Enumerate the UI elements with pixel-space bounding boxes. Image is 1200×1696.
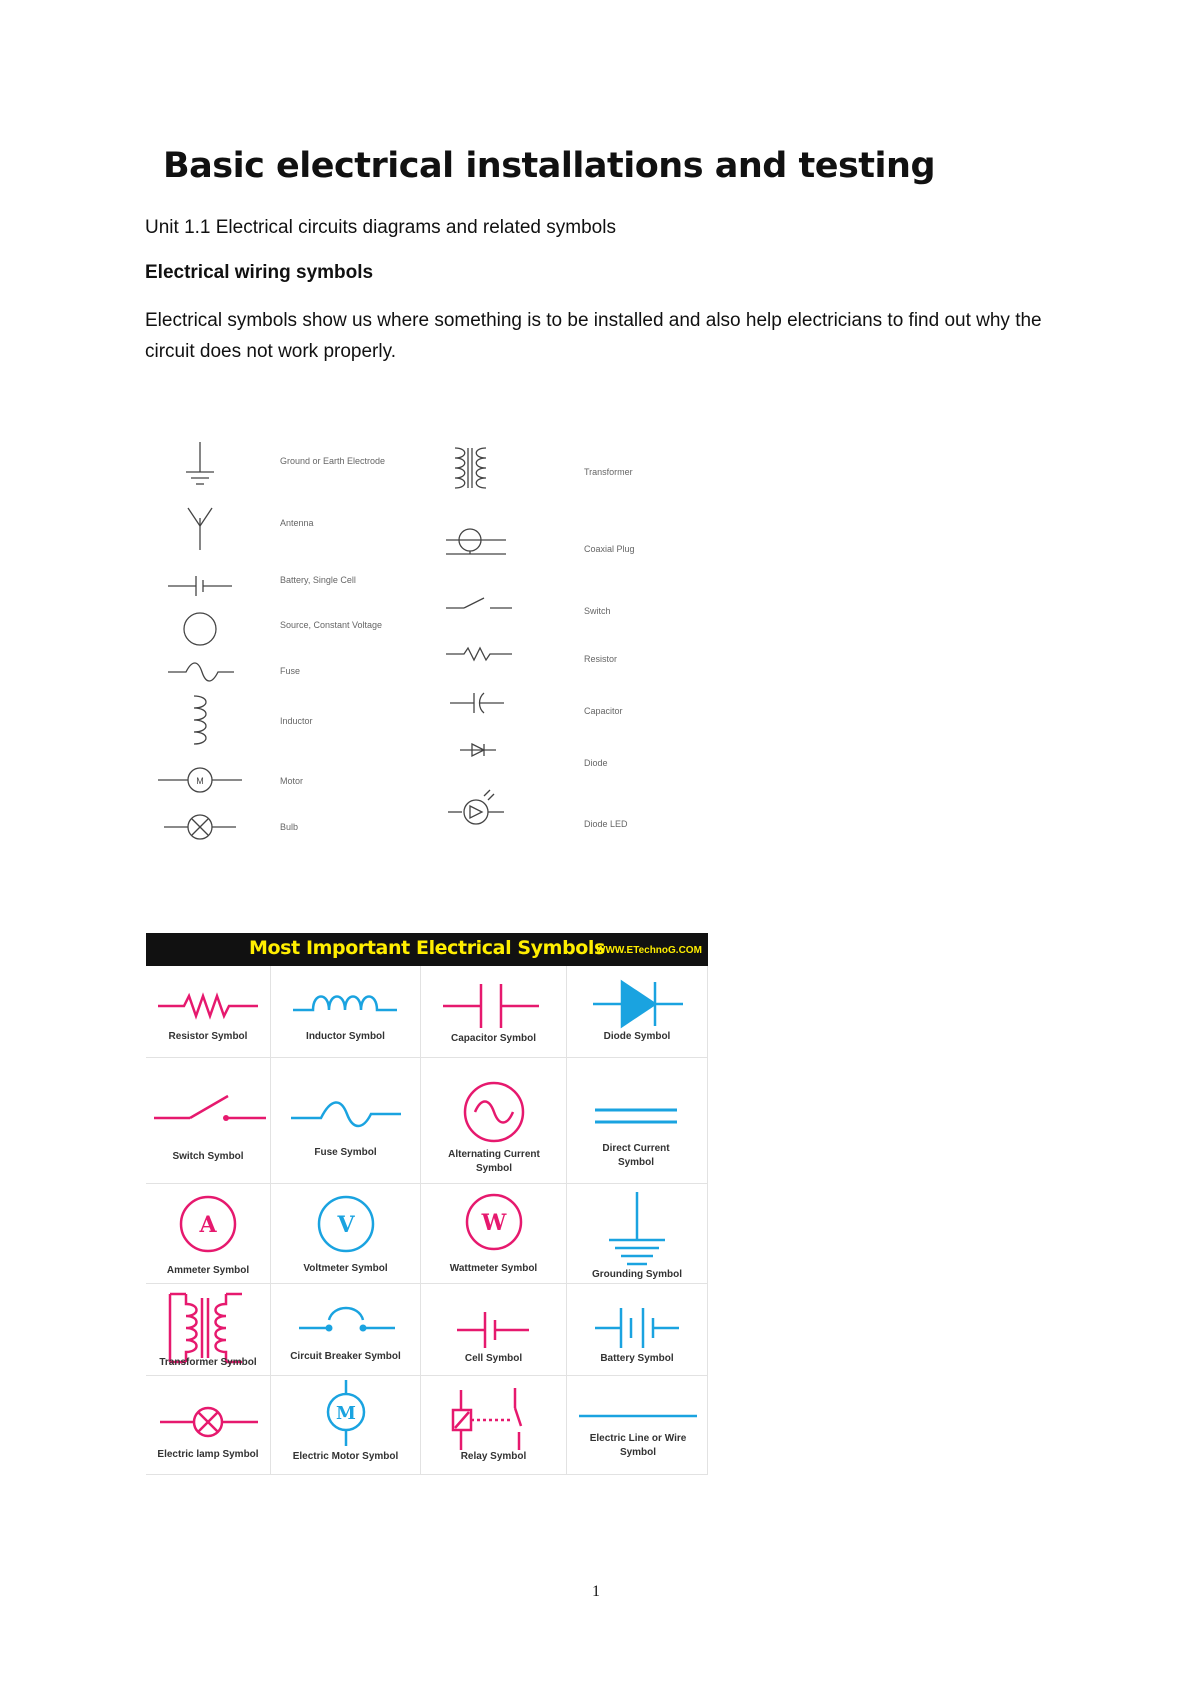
caption-relay: Relay Symbol [460, 1451, 527, 1462]
important-symbols-figure [146, 933, 708, 1495]
caption-voltmeter: Voltmeter Symbol [303, 1263, 388, 1274]
cell-fuse [271, 1058, 421, 1184]
section-subheading: Electrical wiring symbols [145, 262, 374, 283]
symbol-grid [146, 966, 708, 1495]
transformer-symbol [455, 448, 486, 488]
caption-electric-motor: Electric Motor Symbol [292, 1451, 399, 1462]
label-transformer: Transformer [584, 467, 633, 477]
capacitor-symbol [450, 693, 504, 713]
cell-battery [567, 1284, 708, 1376]
caption-diode: Diode Symbol [603, 1031, 671, 1042]
label-diode-led: Diode LED [584, 819, 628, 829]
label-motor: Motor [280, 776, 304, 786]
battery-cell-symbol [168, 576, 232, 596]
caption-resistor: Resistor Symbol [168, 1031, 248, 1042]
label-inductor: Inductor [280, 716, 313, 726]
label-switch: Switch [584, 606, 611, 616]
wiring-symbols-figure [150, 430, 710, 850]
caption-electric-line: Electric Line or Wire Symbol [589, 1433, 687, 1458]
cell-transformer [146, 1284, 271, 1376]
caption-electric-lamp: Electric lamp Symbol [157, 1449, 259, 1460]
caption-alternating-current: Alternating Current Symbol [448, 1149, 540, 1174]
fuse-symbol [168, 663, 234, 681]
cell-relay [421, 1376, 567, 1475]
cell-grounding [567, 1184, 708, 1284]
cell-electric-lamp [146, 1376, 271, 1475]
label-fuse: Fuse [280, 666, 301, 676]
label-battery: Battery, Single Cell [280, 575, 356, 585]
label-bulb: Bulb [280, 822, 299, 832]
diode-symbol [460, 744, 496, 756]
cell-electric-line [567, 1376, 708, 1475]
caption-switch: Switch Symbol [172, 1151, 244, 1162]
caption-grounding: Grounding Symbol [592, 1269, 682, 1280]
diode-led-symbol [448, 790, 504, 824]
resistor-symbol [446, 648, 512, 660]
cell-diode [567, 966, 708, 1058]
figure-banner [146, 933, 708, 966]
document-title: Basic electrical installations and testing [163, 146, 936, 186]
label-ground: Ground or Earth Electrode [280, 456, 386, 466]
caption-wattmeter: Wattmeter Symbol [449, 1263, 538, 1274]
voltmeter-letter: V [337, 1212, 355, 1238]
label-capacitor: Capacitor [584, 706, 623, 716]
banner-url: WWW.ETechnoG.COM [596, 945, 702, 956]
banner-title: Most Important Electrical Symbols [249, 937, 605, 959]
unit-heading: Unit 1.1 Electrical circuits diagrams and related symbols [145, 217, 616, 238]
caption-inductor: Inductor Symbol [306, 1031, 385, 1042]
cell-electric-motor [271, 1376, 421, 1475]
cell-wattmeter [421, 1184, 567, 1284]
cell-circuit-breaker [271, 1284, 421, 1376]
page-number: 1 [592, 1583, 600, 1600]
cell-capacitor [421, 966, 567, 1058]
caption-transformer: Transformer Symbol [159, 1357, 257, 1368]
wattmeter-letter: W [481, 1210, 507, 1236]
ground-symbol [186, 442, 214, 484]
caption-battery: Battery Symbol [600, 1353, 674, 1364]
caption-cell: Cell Symbol [464, 1353, 523, 1364]
label-antenna: Antenna [280, 518, 314, 528]
caption-fuse: Fuse Symbol [314, 1147, 377, 1158]
intro-paragraph: Electrical symbols show us where something is to be installed and also help electricians to find out why the circuit does not work properly. [145, 310, 1042, 362]
label-coaxial-plug: Coaxial Plug [584, 544, 635, 554]
bulb-symbol [164, 815, 236, 839]
caption-circuit-breaker: Circuit Breaker Symbol [290, 1351, 401, 1362]
motor-letter: M [196, 776, 204, 786]
source-symbol [184, 613, 216, 645]
label-diode: Diode [584, 758, 608, 768]
motor-letter-colored: M [336, 1403, 356, 1424]
switch-symbol [446, 598, 512, 608]
ammeter-letter: A [199, 1212, 217, 1238]
cell-ammeter [146, 1184, 271, 1284]
caption-capacitor: Capacitor Symbol [450, 1033, 537, 1044]
label-resistor: Resistor [584, 654, 618, 664]
cell-switch [146, 1058, 271, 1184]
coaxial-plug-symbol [446, 529, 506, 554]
cell-inductor [271, 966, 421, 1058]
antenna-symbol [188, 508, 212, 550]
cell-resistor [146, 966, 271, 1058]
caption-direct-current: Direct Current Symbol [602, 1143, 670, 1168]
cell-voltmeter [271, 1184, 421, 1284]
cell-direct-current [567, 1058, 708, 1184]
cell-cell [421, 1284, 567, 1376]
caption-ammeter: Ammeter Symbol [166, 1265, 250, 1276]
cell-alternating-current [421, 1058, 567, 1184]
label-source: Source, Constant Voltage [280, 620, 383, 630]
inductor-symbol [194, 696, 206, 744]
